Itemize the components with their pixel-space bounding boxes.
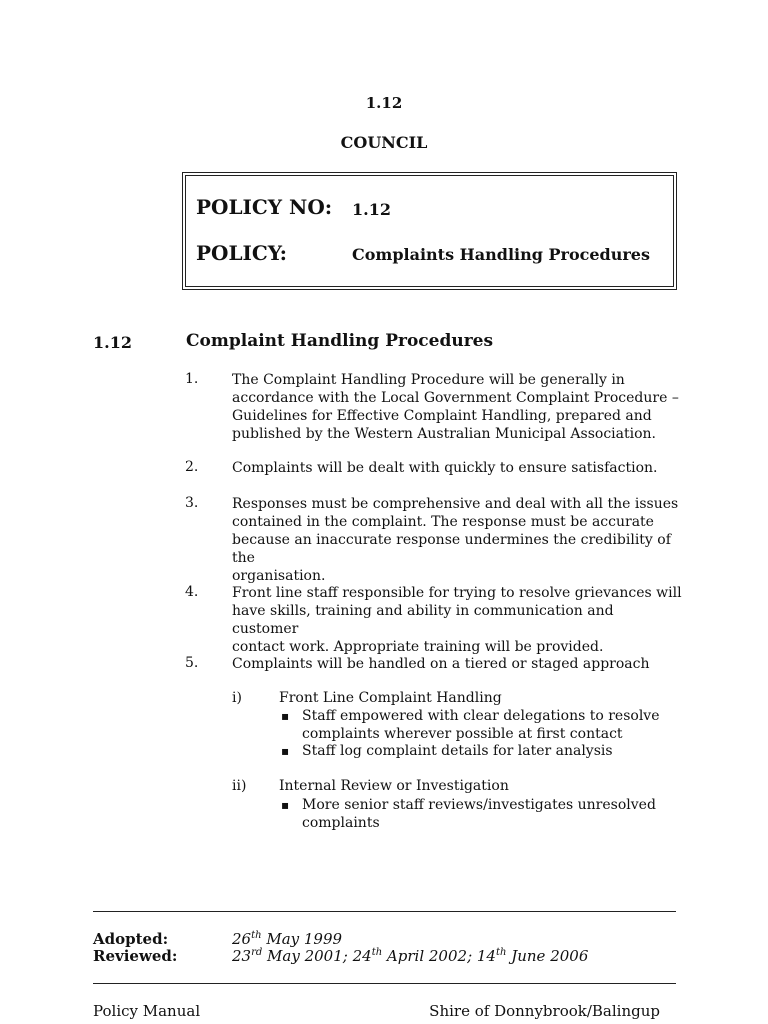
adopted-month-year: May 1999 — [261, 930, 343, 948]
list-item-line: Complaints will be dealt with quickly to ensure satisfaction. — [232, 460, 658, 476]
policy-title: Complaints Handling Procedures — [352, 245, 650, 264]
list-item-line: Responses must be comprehensive and deal with all the issues — [232, 496, 679, 512]
list-item-line: have skills, training and ability in communication and customer — [232, 603, 614, 637]
list-item-line: Front line staff responsible for trying to resolve grievances will — [232, 585, 682, 601]
list-item-number: 3. — [185, 495, 199, 511]
reviewed-dates — [232, 947, 588, 965]
bullet-icon: ▪ — [281, 744, 290, 758]
policy-no-label: POLICY NO: — [196, 195, 333, 219]
review-rest: April 2002; — [382, 947, 477, 965]
adopted-date — [232, 930, 342, 948]
policy-number-heading: 1.12 — [365, 94, 403, 112]
section-number: 1.12 — [93, 333, 132, 352]
bullet-line: Staff log complaint details for later analysis — [302, 743, 613, 759]
review-rest: May 2001; — [262, 947, 353, 965]
subitem-title: Internal Review or Investigation — [279, 778, 509, 794]
bullet-line: More senior staff reviews/investigates unresolved — [302, 797, 656, 813]
list-item — [232, 584, 682, 656]
subitem-title: Front Line Complaint Handling — [279, 690, 502, 706]
list-item — [232, 459, 682, 477]
footer-rule-top — [93, 911, 676, 912]
policy-label: POLICY: — [196, 241, 287, 265]
list-item-line: contained in the complaint. The response must be accurate — [232, 514, 654, 530]
list-item-line: organisation. — [232, 568, 326, 584]
footer-organisation: Shire of Donnybrook/Balingup — [429, 1002, 660, 1020]
bullet-line: complaints wherever possible at first contact — [302, 726, 623, 742]
review-suffix: rd — [251, 947, 263, 958]
list-item — [232, 655, 682, 673]
bullet-line: complaints — [302, 815, 380, 831]
footer-rule-bottom — [93, 983, 676, 984]
section-heading: COUNCIL — [340, 133, 428, 152]
list-item-line: because an inaccurate response undermines the credibility of the — [232, 532, 671, 566]
list-item-line: accordance with the Local Government Complaint Procedure – — [232, 390, 679, 406]
list-item-number: 5. — [185, 655, 199, 671]
list-item-line: contact work. Appropriate training will be provided. — [232, 639, 604, 655]
review-rest: June 2006 — [506, 947, 589, 965]
bullet-item — [302, 796, 662, 832]
review-suffix: th — [495, 947, 507, 958]
bullet-item — [302, 707, 662, 743]
list-item-number: 2. — [185, 459, 199, 475]
footer-manual: Policy Manual — [93, 1002, 201, 1020]
review-day: 24 — [352, 947, 372, 965]
list-item-line: published by the Western Australian Municipal Association. — [232, 426, 656, 442]
bullet-line: Staff empowered with clear delegations to resolve — [302, 708, 660, 724]
list-item-line: Complaints will be handled on a tiered or staged approach — [232, 656, 650, 672]
policy-no-value: 1.12 — [352, 200, 391, 219]
reviewed-label: Reviewed: — [93, 947, 178, 965]
review-day: 23 — [232, 947, 252, 965]
bullet-icon: ▪ — [281, 709, 290, 723]
adopted-label: Adopted: — [93, 930, 169, 948]
list-item-number: 1. — [185, 371, 199, 387]
list-item — [232, 495, 682, 585]
policy-box-inner-border — [185, 175, 674, 287]
policy-box — [182, 172, 677, 290]
bullet-icon: ▪ — [281, 798, 290, 812]
review-suffix: th — [371, 947, 383, 958]
list-item-number: 4. — [185, 584, 199, 600]
section-title: Complaint Handling Procedures — [186, 331, 494, 351]
list-item-line: The Complaint Handling Procedure will be generally in — [232, 372, 625, 388]
subitem-number: ii) — [232, 778, 247, 794]
list-item — [232, 371, 682, 443]
bullet-item — [302, 742, 662, 760]
subitem-number: i) — [232, 690, 242, 706]
adopted-suffix: th — [251, 930, 262, 941]
review-day: 14 — [476, 947, 496, 965]
adopted-day: 26 — [232, 930, 252, 948]
list-item-line: Guidelines for Effective Complaint Handling, prepared and — [232, 408, 652, 424]
